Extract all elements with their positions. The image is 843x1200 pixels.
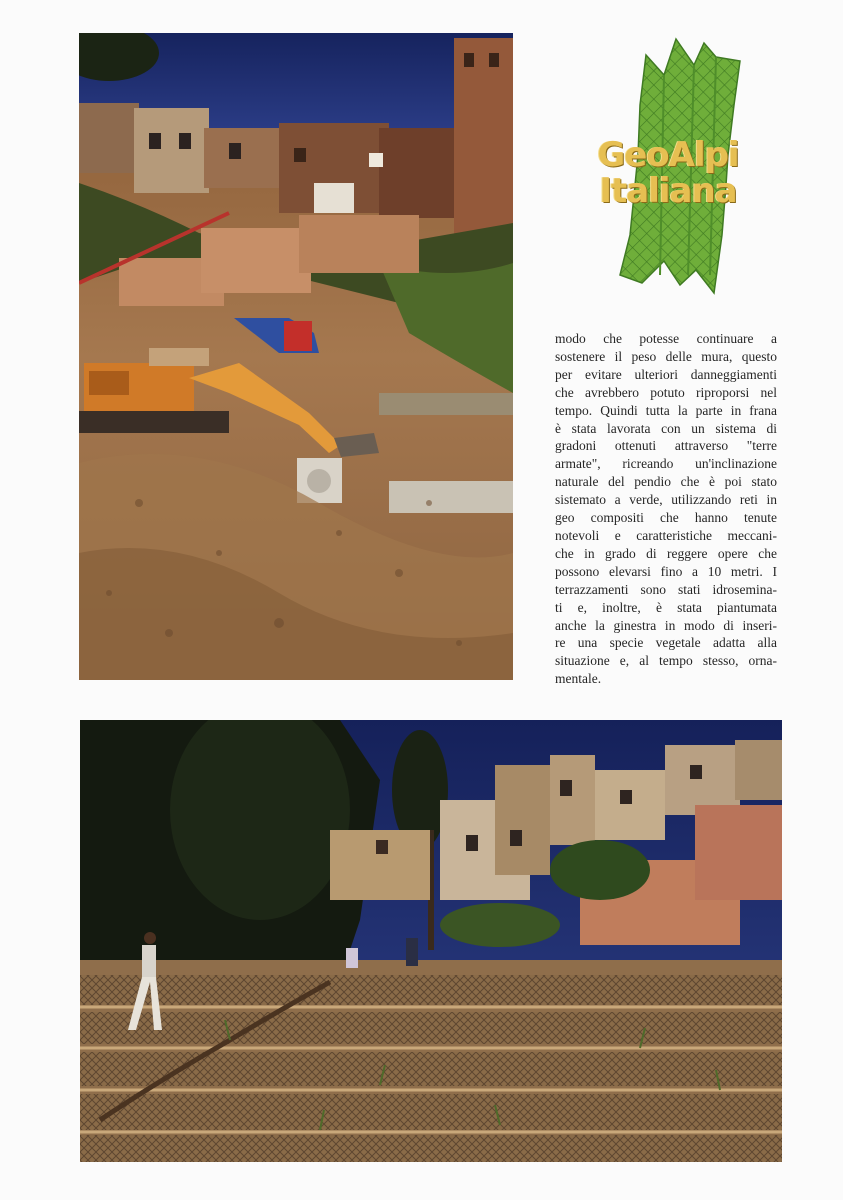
article-line: tempo. Quindi tutta la parte in frana	[555, 402, 777, 418]
article-line: mentale.	[555, 671, 602, 687]
article-line: è stata lavorata con un sistema di	[555, 420, 777, 436]
article-line: situazione e, al tempo stesso, orna-	[555, 653, 777, 669]
article-line: armate", ricreando un'inclinazione	[555, 456, 777, 472]
article-line: modo che potesse continuare a	[555, 331, 777, 346]
article-line: sistemato a verde, utilizzando reti in	[555, 492, 777, 508]
article-line: notevoli e caratteristiche meccani-	[555, 527, 777, 543]
geoalpi-logo	[576, 35, 760, 297]
logo-title-line2: Italiana	[599, 171, 737, 211]
article-line: naturale del pendio che è poi stato	[555, 474, 777, 490]
article-line: geo compositi che hanno tenute	[555, 510, 777, 526]
photo-terraced-slope	[80, 720, 782, 1162]
photo-excavator-slope-image	[79, 33, 513, 680]
article-line: possono elevarsi fino a 10 metri. I	[555, 563, 777, 579]
article-line: ti e, inoltre, è stata piantumata	[555, 599, 777, 615]
article-line: che in grado di reggere opere che	[555, 545, 777, 561]
article-line: terrazzamenti sono stati idrosemina-	[555, 581, 777, 597]
article-line: anche la ginestra in modo di inseri-	[555, 617, 777, 633]
photo-excavator-slope	[79, 33, 513, 680]
logo-title-line1: GeoAlpi	[597, 135, 739, 175]
article-line: che avrebbero potuto riproporsi nel	[555, 384, 777, 400]
article-line: sostenere il peso delle mura, questo	[555, 348, 777, 364]
article-line: gradoni ottenuti attraverso "terre	[555, 438, 777, 454]
article-body-text	[555, 330, 777, 688]
article-line: re una specie vegetale adatta alla	[555, 635, 777, 651]
photo-terraced-slope-image	[80, 720, 782, 1162]
article-line: per evitare ulteriori danneggiamenti	[555, 366, 777, 382]
